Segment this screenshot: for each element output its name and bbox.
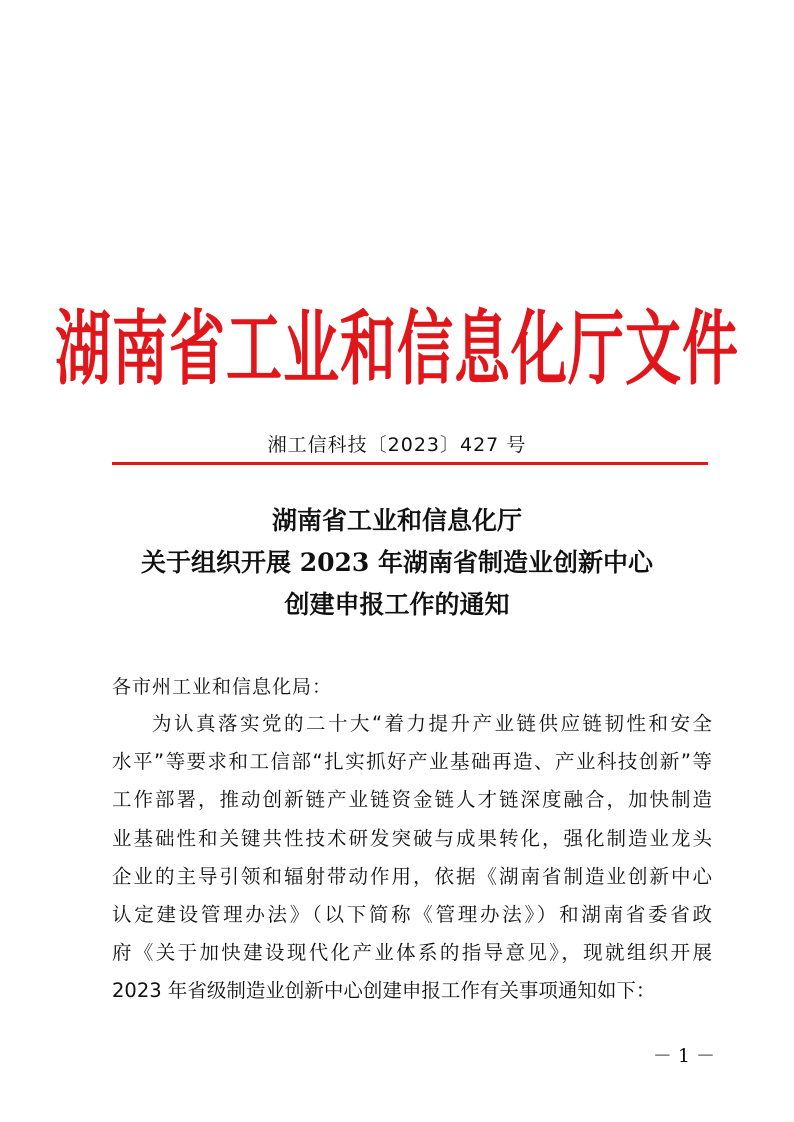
body-line-5: 企业的主导引领和辐射带动作用，依据《湖南省制造业创新中心	[112, 864, 712, 888]
body-line-7: 府《关于加快建设现代化产业体系的指导意见》，现就组织开展	[112, 941, 712, 965]
body-line-6: 认定建设管理办法》（以下简称《管理办法》）和湖南省委省政	[112, 902, 712, 926]
body-line-8: 2023 年省级制造业创新中心创建申报工作有关事项通知如下：	[112, 979, 656, 1003]
body-paragraph	[112, 705, 712, 1011]
notice-title-line-3: 创建申报工作的通知	[284, 590, 510, 619]
body-line-2: 水平”等要求和工信部“扎实抓好产业基础再造、产业科技创新”等	[112, 750, 712, 774]
notice-title	[0, 500, 794, 626]
red-divider-rule	[112, 462, 708, 465]
notice-title-line-2: 关于组织开展 2023 年湖南省制造业创新中心	[141, 548, 653, 577]
notice-title-line-1: 湖南省工业和信息化厅	[271, 506, 522, 535]
issuer-header-title: 湖南省工业和信息化厅文件	[55, 301, 739, 398]
body-line-4: 业基础性和关键共性技术研发突破与成果转化，强化制造业龙头	[112, 826, 712, 850]
page-number: － 1 －	[652, 1045, 715, 1067]
salutation: 各市州工业和信息化局：	[112, 676, 333, 698]
body-line-3: 工作部署，推动创新链产业链资金链人才链深度融合，加快制造	[112, 788, 712, 812]
document-number: 湘工信科技〔2023〕427 号	[267, 434, 527, 456]
body-line-1: 为认真落实党的二十大“着力提升产业链供应链韧性和安全	[152, 712, 712, 735]
